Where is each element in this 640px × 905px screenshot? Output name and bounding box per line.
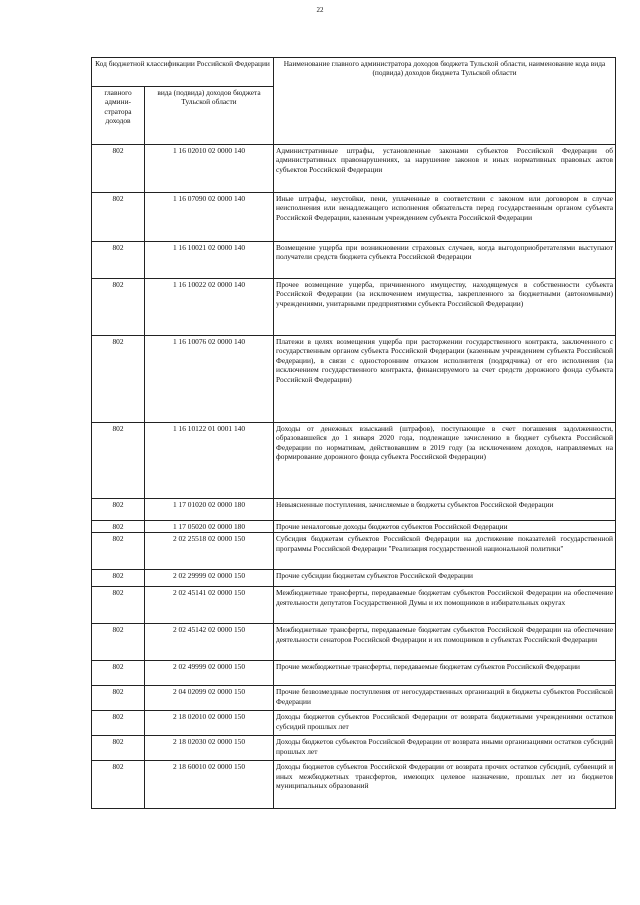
revenue-code-cell: 2 18 02030 02 0000 150: [145, 736, 274, 761]
revenue-code-cell: 1 16 10122 01 0001 140: [145, 423, 274, 499]
revenue-code-cell: 2 02 45141 02 0000 150: [145, 587, 274, 624]
table-row: [92, 711, 616, 736]
revenue-code-cell: 2 18 60010 02 0000 150: [145, 761, 274, 809]
revenue-name-cell: Прочие межбюджетные трансферты, передаваемые бюджетам субъектов Российской Федерации: [274, 661, 616, 686]
admin-code-cell: 802: [92, 336, 145, 423]
admin-code-cell: 802: [92, 587, 145, 624]
revenue-name-cell: Прочее возмещение ущерба, причиненного имуществу, находящемуся в собственности субъекта Российской Федерации (за исключением имущества, закрепленного за бюджетными (автономными) учреждениями, унитарными предприятиями субъекта Российской Федерации): [274, 279, 616, 336]
table-row: [92, 145, 616, 193]
admin-code-cell: 802: [92, 711, 145, 736]
revenue-code-cell: 1 17 01020 02 0000 180: [145, 499, 274, 521]
admin-code-cell: 802: [92, 533, 145, 570]
page-number: 22: [316, 6, 324, 14]
revenue-name-cell: Прочие субсидии бюджетам субъектов Российской Федерации: [274, 570, 616, 587]
admin-code-cell: 802: [92, 423, 145, 499]
header-code-col: вида (подвида) доходов бюджета Тульской области: [145, 87, 274, 145]
admin-code-cell: 802: [92, 686, 145, 711]
admin-code-cell: 802: [92, 499, 145, 521]
revenue-name-cell: Прочие неналоговые доходы бюджетов субъектов Российской Федерации: [274, 521, 616, 533]
revenue-name-cell: Межбюджетные трансферты, передаваемые бюджетам субъектов Российской Федерации на обеспечение деятельности депутатов Государственной Думы и их помощников в избирательных округах: [274, 587, 616, 624]
revenue-code-cell: 2 18 02010 02 0000 150: [145, 711, 274, 736]
header-admin-col: главного админи-стратора доходов: [92, 87, 145, 145]
revenue-name-cell: Платежи в целях возмещения ущерба при расторжении государственного контракта, заключенного с государственным органом субъекта Российской Федерации (казенным учреждением субъекта Российской Федерации), в связи с односторонним отказом исполнителя (подрядчика) от его исполнения (за исключением государственного контракта, финансируемого за счет средств дорожного фонда субъекта Российской Федерации): [274, 336, 616, 423]
budget-revenue-table: [91, 57, 616, 809]
revenue-name-cell: Доходы бюджетов субъектов Российской Федерации от возврата бюджетными учреждениями остатков субсидий прошлых лет: [274, 711, 616, 736]
header-name: Наименование главного администратора доходов бюджета Тульской области, наименование кода вида (подвида) доходов бюджета Тульской области: [274, 58, 616, 145]
revenue-name-cell: Доходы от денежных взысканий (штрафов), поступающие в счет погашения задолженности, образовавшейся до 1 января 2020 года, подлежащие зачислению в бюджет субъекта Российской Федерации по нормативам, действовавшим в 2019 году (за исключением доходов, направляемых на формирование дорожного фонда субъекта Российской Федерации): [274, 423, 616, 499]
revenue-code-cell: 1 16 10022 02 0000 140: [145, 279, 274, 336]
admin-code-cell: 802: [92, 761, 145, 809]
revenue-code-cell: 1 16 10076 02 0000 140: [145, 336, 274, 423]
revenue-name-cell: Невыясненные поступления, зачисляемые в бюджеты субъектов Российской Федерации: [274, 499, 616, 521]
table-row: [92, 193, 616, 242]
table-row: [92, 279, 616, 336]
admin-code-cell: 802: [92, 279, 145, 336]
revenue-name-cell: Субсидия бюджетам субъектов Российской Федерации на достижение показателей государственной программы Российской Федерации "Реализация государственной национальной политики": [274, 533, 616, 570]
revenue-name-cell: Иные штрафы, неустойки, пени, уплаченные в соответствии с законом или договором в случае неисполнения или ненадлежащего исполнения обязательств перед государственным органом субъекта Российской Федерации, казенным учреждением субъекта Российской Федерации: [274, 193, 616, 242]
table-row: [92, 686, 616, 711]
admin-code-cell: 802: [92, 521, 145, 533]
revenue-code-cell: 2 02 45142 02 0000 150: [145, 624, 274, 661]
table-row: [92, 736, 616, 761]
table-row: [92, 521, 616, 533]
revenue-code-cell: 2 02 25518 02 0000 150: [145, 533, 274, 570]
table-row: [92, 570, 616, 587]
admin-code-cell: 802: [92, 242, 145, 279]
admin-code-cell: 802: [92, 736, 145, 761]
revenue-code-cell: 2 04 02099 02 0000 150: [145, 686, 274, 711]
revenue-name-cell: Доходы бюджетов субъектов Российской Федерации от возврата иными организациями остатков субсидий прошлых лет: [274, 736, 616, 761]
revenue-code-cell: 1 16 02010 02 0000 140: [145, 145, 274, 193]
table-row: [92, 242, 616, 279]
admin-code-cell: 802: [92, 145, 145, 193]
revenue-code-cell: 1 16 07090 02 0000 140: [145, 193, 274, 242]
table-row: [92, 423, 616, 499]
revenue-code-cell: 2 02 29999 02 0000 150: [145, 570, 274, 587]
admin-code-cell: 802: [92, 193, 145, 242]
table-row: [92, 761, 616, 809]
revenue-name-cell: Прочие безвозмездные поступления от негосударственных организаций в бюджеты субъектов Российской Федерации: [274, 686, 616, 711]
admin-code-cell: 802: [92, 624, 145, 661]
revenue-code-cell: 2 02 49999 02 0000 150: [145, 661, 274, 686]
revenue-code-cell: 1 16 10021 02 0000 140: [145, 242, 274, 279]
table-row: [92, 499, 616, 521]
admin-code-cell: 802: [92, 570, 145, 587]
table-row: [92, 624, 616, 661]
table-row: [92, 661, 616, 686]
revenue-code-cell: 1 17 05020 02 0000 180: [145, 521, 274, 533]
revenue-name-cell: Административные штрафы, установленные законами субъектов Российской Федерации об административных правонарушениях, за нарушение законов и иных нормативных правовых актов субъектов Российской Федерации: [274, 145, 616, 193]
table-row: [92, 533, 616, 570]
table-row: [92, 587, 616, 624]
table-row: [92, 336, 616, 423]
revenue-name-cell: Доходы бюджетов субъектов Российской Федерации от возврата прочих остатков субсидий, субвенций и иных межбюджетных трансфертов, имеющих целевое назначение, прошлых лет из бюджетов муниципальных образований: [274, 761, 616, 809]
revenue-name-cell: Межбюджетные трансферты, передаваемые бюджетам субъектов Российской Федерации на обеспечение деятельности сенаторов Российской Федерации и их помощников в субъектах Российской Федерации: [274, 624, 616, 661]
header-code-group: Код бюджетной классификации Российской Федерации: [92, 58, 274, 87]
admin-code-cell: 802: [92, 661, 145, 686]
revenue-name-cell: Возмещение ущерба при возникновении страховых случаев, когда выгодоприобретателями выступают получатели средств бюджета субъекта Российской Федерации: [274, 242, 616, 279]
